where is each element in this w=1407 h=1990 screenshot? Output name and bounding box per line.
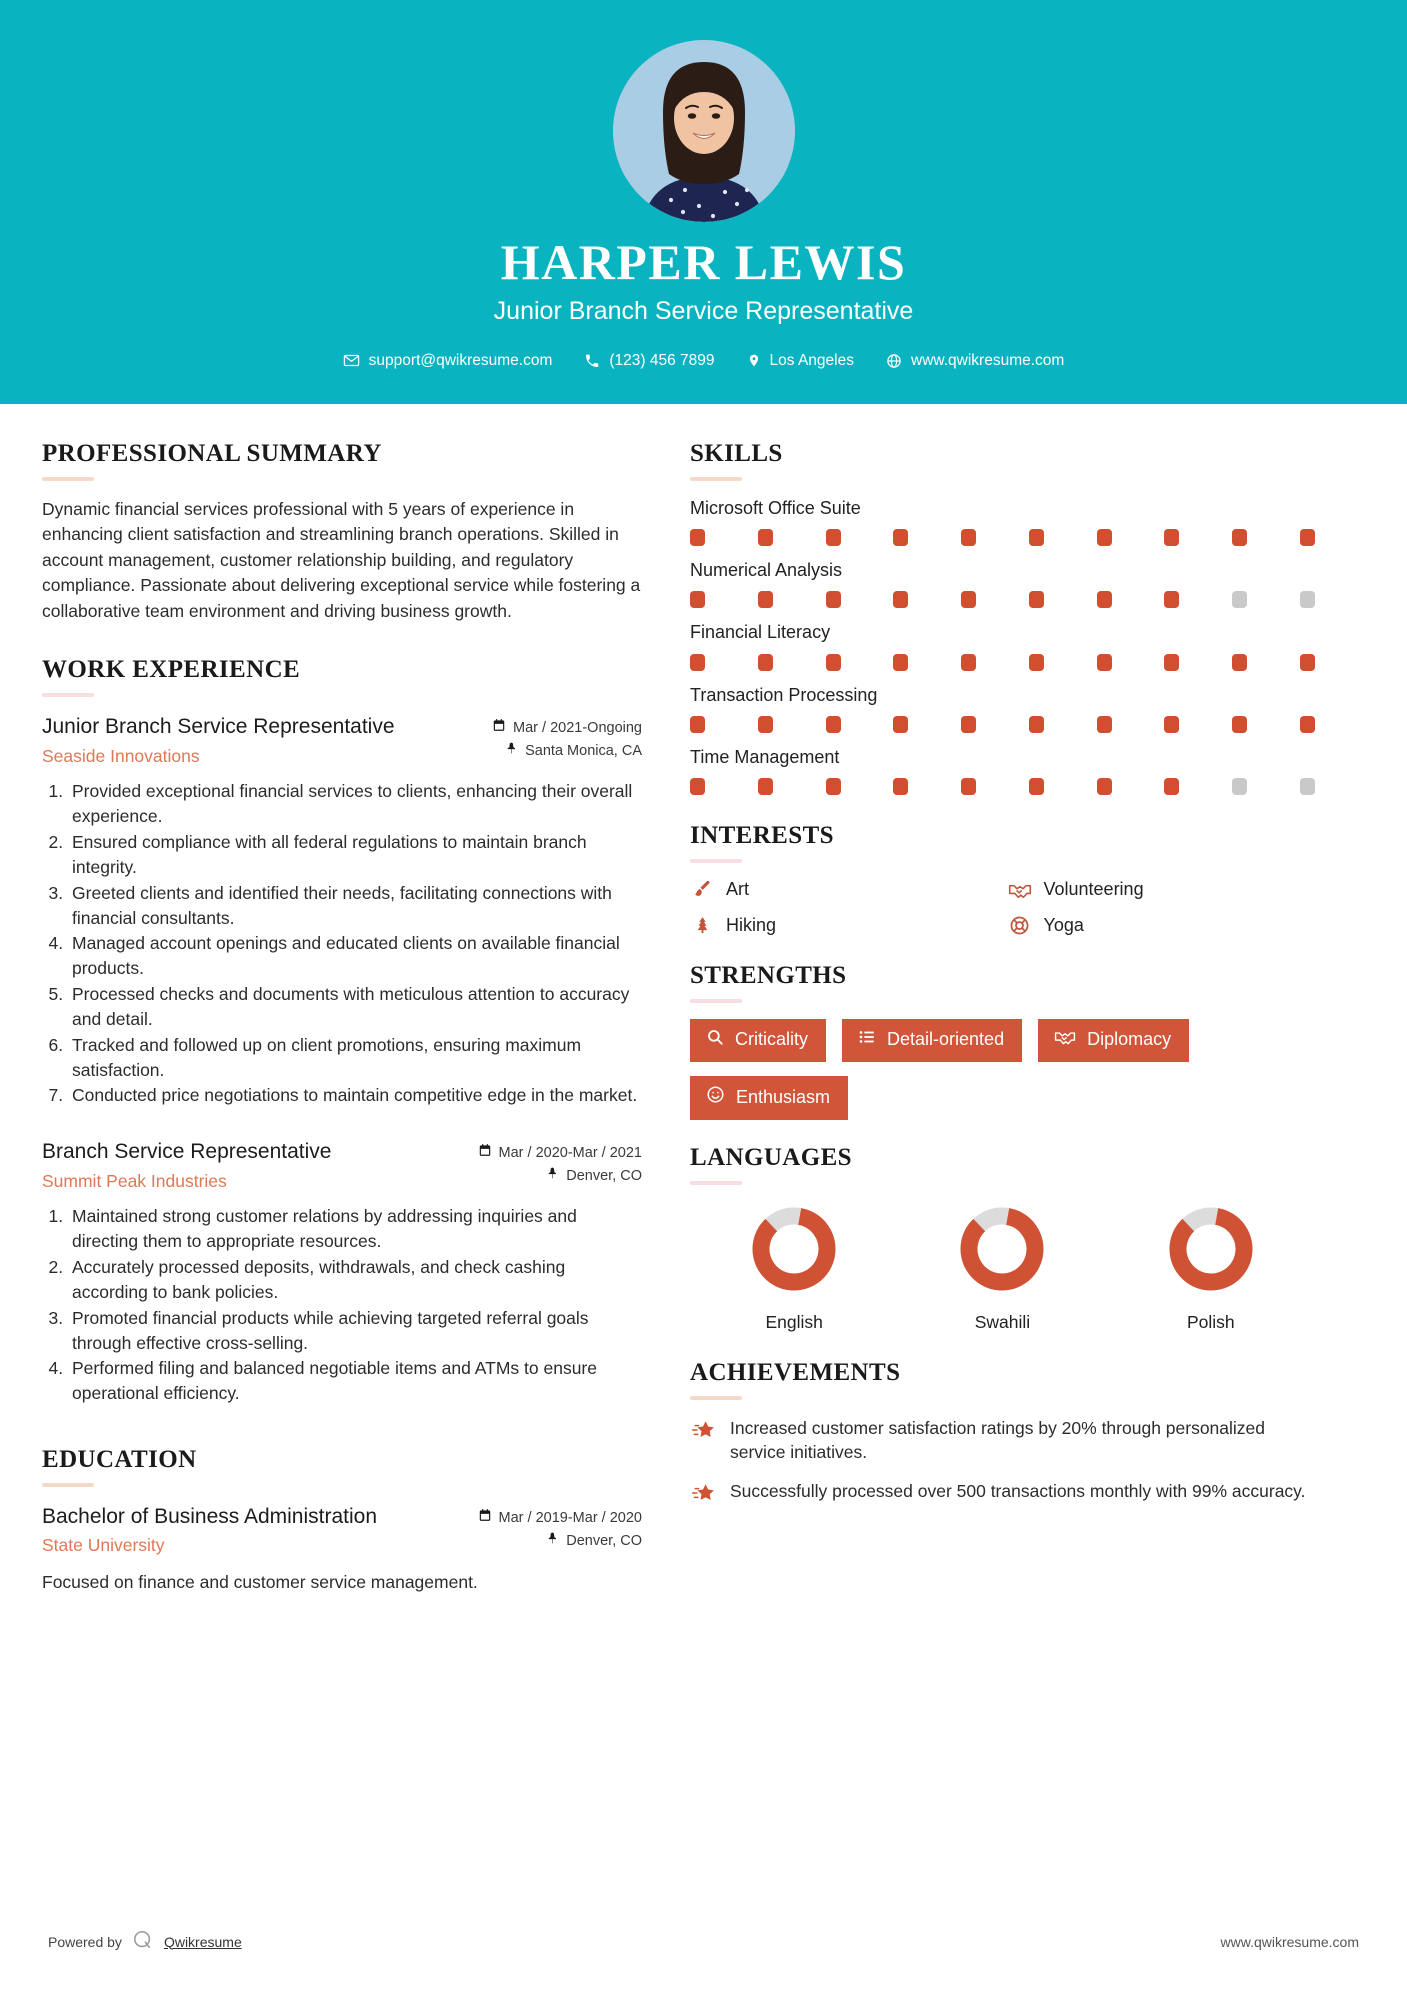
section-title: INTERESTS (690, 822, 834, 850)
languages-row (690, 1201, 1315, 1333)
experience-dates-line (478, 1142, 642, 1164)
experience-location-line (492, 740, 642, 762)
education-description: Focused on finance and customer service management. (42, 1572, 478, 1593)
language-label: English (765, 1311, 823, 1332)
skill-dot (758, 778, 773, 795)
summary-text: Dynamic financial services professional with 5 years of experience in enhancing client satisfaction and streamlining branch operations. Skilled in account management, customer relationship building, and regulatory compliance. Passionate about delivering exceptional service while fostering a collaborative team environment and driving business growth. (42, 498, 641, 621)
achievement-text: Increased customer satisfaction ratings by 20% through personalized service initiatives. (730, 1417, 1266, 1463)
right-column (690, 440, 1315, 1524)
phone-icon (584, 353, 600, 369)
section-title: STRENGTHS (690, 962, 847, 990)
experience-bullet: 6. Tracked and followed up on client promotions, ensuring maximum satisfaction. (68, 1033, 642, 1083)
skill-dot (826, 591, 841, 608)
experience-entry-main (42, 1138, 478, 1192)
skill-dot (961, 591, 976, 608)
skill-dot (1300, 529, 1315, 546)
education-dates: Mar / 2019-Mar / 2020 (498, 1510, 642, 1527)
strength-label: Diplomacy (1087, 1029, 1172, 1050)
education-dates-line (478, 1507, 642, 1529)
skill-dot (1097, 529, 1112, 546)
pin-icon (546, 1165, 559, 1187)
resume-body (0, 404, 1407, 1604)
contact-phone[interactable] (572, 352, 726, 370)
calendar-icon (492, 717, 506, 739)
contact-row (0, 352, 1407, 370)
experience-location: Santa Monica, CA (525, 742, 642, 759)
experience-dates: Mar / 2020-Mar / 2021 (498, 1145, 642, 1162)
experience-bullet: 1. Provided exceptional financial services to clients, enhancing their overall experience. (68, 779, 642, 829)
resume-header (0, 0, 1407, 404)
section-title: LANGUAGES (690, 1143, 852, 1171)
skill-dot (1164, 654, 1179, 671)
strength-label: Enthusiasm (736, 1086, 831, 1107)
section-divider (690, 1396, 742, 1400)
spacer (690, 1120, 1315, 1144)
spacer (42, 1414, 642, 1446)
skill-dot (893, 778, 908, 795)
language-donut-chart (1163, 1201, 1259, 1297)
experience-bullet: 7. Conducted price negotiations to maintain competitive edge in the market. (68, 1083, 642, 1108)
section-strengths (690, 962, 1315, 1119)
interest-label: Hiking (726, 914, 777, 935)
education-entry-main (42, 1503, 478, 1557)
skill-dot (1300, 778, 1315, 795)
achievement-text: Successfully processed over 500 transactions monthly with 99% accuracy. (730, 1481, 1306, 1502)
contact-website[interactable] (874, 352, 1076, 370)
skill-dot (1029, 654, 1044, 671)
skill-dot (961, 529, 976, 546)
language-label: Swahili (974, 1311, 1031, 1332)
skill-name: Time Management (690, 747, 840, 768)
skill-dot (758, 529, 773, 546)
section-professional-summary (42, 440, 642, 625)
language-label: Polish (1186, 1311, 1235, 1332)
skill-dot (961, 778, 976, 795)
spacer (42, 624, 642, 656)
skill-dot (1029, 778, 1044, 795)
section-divider (42, 477, 94, 481)
section-title: PROFESSIONAL SUMMARY (42, 439, 382, 467)
skill-rating (690, 529, 1315, 546)
language-item (1108, 1201, 1314, 1333)
experience-job-title: Junior Branch Service Representative (42, 715, 395, 739)
footer-brand-link[interactable]: Qwikresume (163, 1933, 242, 1950)
skill-dot (826, 529, 841, 546)
skill-dot (1232, 716, 1247, 733)
experience-bullet-list (42, 1204, 642, 1406)
strength-label: Detail-oriented (887, 1029, 1005, 1050)
experience-bullet: 2. Ensured compliance with all federal regulations to maintain branch integrity. (68, 830, 642, 880)
page-footer (0, 1929, 1407, 1954)
experience-bullet-list (42, 779, 642, 1108)
skill-dot (690, 591, 705, 608)
skill-item (690, 684, 1315, 733)
profile-photo-illustration (613, 40, 795, 222)
skill-dot (1300, 591, 1315, 608)
skill-dot (1029, 591, 1044, 608)
experience-bullet: 5. Processed checks and documents with meticulous attention to accuracy and detail. (68, 982, 642, 1032)
skill-dot (961, 654, 976, 671)
education-degree: Bachelor of Business Administration (42, 1505, 378, 1529)
skill-item (690, 621, 1315, 670)
interests-grid (690, 879, 1315, 936)
section-interests (690, 822, 1315, 936)
section-divider (690, 999, 742, 1003)
experience-job-title: Branch Service Representative (42, 1140, 332, 1164)
skill-dot (893, 654, 908, 671)
calendar-icon (478, 1142, 492, 1164)
footer-website: www.qwikresume.com (1220, 1933, 1359, 1950)
experience-entry-main (42, 713, 492, 767)
skill-dot (893, 716, 908, 733)
education-entry-header (42, 1503, 642, 1557)
handshake-icon (1054, 1028, 1076, 1052)
skill-name: Microsoft Office Suite (690, 497, 861, 518)
star-icon (690, 1479, 716, 1509)
interest-label: Yoga (1043, 914, 1084, 935)
section-achievements (690, 1359, 1315, 1510)
skill-dot (1300, 654, 1315, 671)
experience-entry (42, 1138, 642, 1406)
qwikresume-logo-icon (132, 1929, 154, 1954)
skill-dot (1164, 778, 1179, 795)
section-title: EDUCATION (42, 1446, 197, 1474)
skill-dot (1300, 716, 1315, 733)
spacer (42, 1116, 642, 1138)
list-icon (858, 1028, 876, 1052)
section-title: WORK EXPERIENCE (42, 656, 301, 684)
section-divider (42, 1483, 94, 1487)
strength-chip-detail-oriented[interactable] (842, 1019, 1022, 1062)
experience-bullet: 2. Accurately processed deposits, withdrawals, and check cashing according to bank policies. (68, 1255, 642, 1305)
language-donut-chart (746, 1201, 842, 1297)
section-skills (690, 440, 1315, 796)
language-item (691, 1201, 897, 1333)
education-location-line (478, 1530, 642, 1552)
skill-dot (1164, 529, 1179, 546)
globe-icon (886, 353, 902, 369)
experience-dates: Mar / 2021-Ongoing (513, 720, 642, 737)
contact-email-text: support@qwikresume.com (368, 351, 553, 369)
experience-bullet: 4. Performed filing and balanced negotiable items and ATMs to ensure operational efficiency. (68, 1356, 642, 1406)
skill-dot (1232, 529, 1247, 546)
skill-dot (1164, 591, 1179, 608)
map-pin-icon (747, 352, 761, 369)
experience-company: Seaside Innovations (42, 745, 200, 766)
spacer (690, 808, 1315, 822)
skills-list (690, 497, 1315, 796)
experience-bullet: 3. Greeted clients and identified their needs, facilitating connections with financial consultants. (68, 881, 642, 931)
experience-entry-header (42, 713, 642, 767)
experience-location-line (478, 1165, 642, 1187)
experience-entry-meta (492, 713, 642, 762)
skill-dot (690, 778, 705, 795)
avatar (613, 40, 795, 222)
skill-dot (690, 529, 705, 546)
tree-icon (690, 914, 714, 936)
contact-website-text: www.qwikresume.com (911, 351, 1065, 369)
interest-item (1008, 879, 1316, 900)
section-title: SKILLS (690, 439, 783, 467)
education-entry-meta (478, 1503, 642, 1552)
skill-dot (758, 654, 773, 671)
skill-item (690, 746, 1315, 795)
skill-dot (826, 654, 841, 671)
footer-powered-by (48, 1929, 242, 1954)
skill-rating (690, 778, 1315, 795)
star-icon (690, 1416, 716, 1446)
experience-bullet: 1. Maintained strong customer relations by addressing inquiries and directing them to appropriate resources. (68, 1204, 642, 1254)
skill-item (690, 559, 1315, 608)
interest-item (690, 914, 998, 936)
contact-email[interactable] (331, 352, 565, 370)
spacer (690, 1333, 1315, 1359)
contact-location[interactable] (735, 352, 866, 370)
skill-dot (961, 716, 976, 733)
skill-item (690, 497, 1315, 546)
skill-dot (758, 591, 773, 608)
skill-dot (1232, 591, 1247, 608)
envelope-icon (343, 352, 360, 369)
interest-item (690, 879, 998, 900)
skill-dot (1097, 716, 1112, 733)
skill-dot (1164, 716, 1179, 733)
skill-dot (690, 654, 705, 671)
experience-company: Summit Peak Industries (42, 1170, 227, 1191)
skill-dot (1097, 591, 1112, 608)
skill-dot (826, 716, 841, 733)
calendar-icon (478, 1507, 492, 1529)
pin-icon (505, 740, 518, 762)
achievements-list (690, 1416, 1315, 1510)
spacer (690, 936, 1315, 962)
section-divider (690, 1181, 742, 1185)
education-school: State University (42, 1535, 165, 1556)
achievement-item (690, 1416, 1315, 1466)
paintbrush-icon (690, 879, 714, 900)
skill-dot (690, 716, 705, 733)
experience-dates-line (492, 717, 642, 739)
achievement-item (690, 1479, 1315, 1509)
footer-powered-by-label: Powered by (48, 1933, 122, 1950)
skill-name: Numerical Analysis (690, 559, 843, 580)
education-location: Denver, CO (566, 1532, 642, 1549)
section-languages (690, 1144, 1315, 1333)
section-divider (42, 693, 94, 697)
skill-name: Financial Literacy (690, 622, 831, 643)
skill-dot (1029, 716, 1044, 733)
education-entry (42, 1503, 642, 1595)
job-role-subtitle: Junior Branch Service Representative (493, 296, 914, 325)
experience-location: Denver, CO (566, 1167, 642, 1184)
page-title: HARPER LEWIS (500, 234, 907, 290)
contact-location-text: Los Angeles (769, 351, 854, 369)
strength-label: Criticality (735, 1029, 809, 1050)
section-divider (690, 859, 742, 863)
contact-phone-text: (123) 456 7899 (609, 351, 715, 369)
smiley-icon (706, 1085, 725, 1110)
strength-chip-diplomacy[interactable] (1038, 1019, 1189, 1062)
experience-entry-header (42, 1138, 642, 1192)
left-column (42, 440, 642, 1604)
search-icon (706, 1028, 724, 1052)
skill-dot (893, 591, 908, 608)
skill-name: Transaction Processing (690, 684, 878, 705)
experience-bullet: 3. Promoted financial products while achieving targeted referral goals through effective cross-selling. (68, 1306, 642, 1356)
strength-chip-enthusiasm[interactable] (690, 1076, 848, 1120)
skill-dot (758, 716, 773, 733)
skill-dot (1097, 654, 1112, 671)
skill-rating (690, 591, 1315, 608)
section-title: ACHIEVEMENTS (690, 1358, 901, 1386)
skill-rating (690, 654, 1315, 671)
lifebuoy-icon (1008, 915, 1032, 936)
skill-dot (1232, 778, 1247, 795)
language-donut-chart (954, 1201, 1050, 1297)
skill-dot (1097, 778, 1112, 795)
experience-entry (42, 713, 642, 1108)
interest-label: Volunteering (1043, 879, 1144, 900)
experience-bullet: 4. Managed account openings and educated clients on available financial products. (68, 931, 642, 981)
language-item (899, 1201, 1105, 1333)
interest-item (1008, 914, 1316, 936)
handshake-icon (1008, 880, 1032, 900)
section-education (42, 1446, 642, 1595)
section-work-experience (42, 656, 642, 1406)
strengths-list (690, 1019, 1315, 1119)
skill-dot (893, 529, 908, 546)
skill-rating (690, 716, 1315, 733)
strength-chip-criticality[interactable] (690, 1019, 826, 1062)
section-divider (690, 477, 742, 481)
skill-dot (826, 778, 841, 795)
skill-dot (1232, 654, 1247, 671)
pin-icon (546, 1530, 559, 1552)
skill-dot (1029, 529, 1044, 546)
interest-label: Art (726, 879, 750, 900)
experience-entry-meta (478, 1138, 642, 1187)
